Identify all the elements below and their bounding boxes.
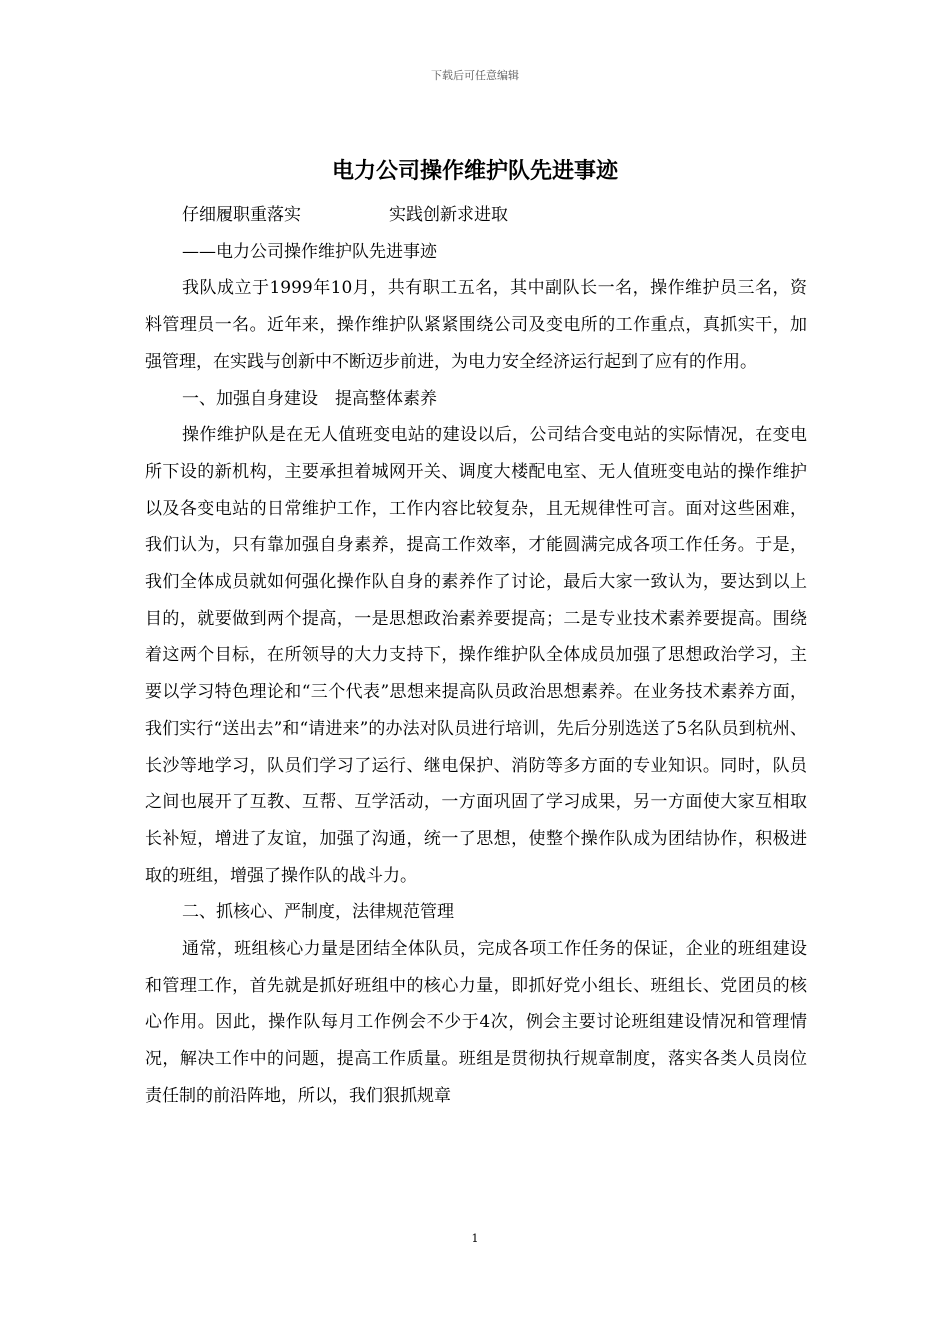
byline: ——电力公司操作维护队先进事迹 xyxy=(182,241,437,262)
subtitle-left: 仔细履职重落实 xyxy=(182,205,301,225)
document-body xyxy=(145,197,807,1115)
page-number: 1 xyxy=(471,1232,479,1245)
paragraph: 操作维护队是在无人值班变电站的建设以后，公司结合变电站的实际情况，在变电所下设的新机构，主要承担着城网开关、调度大楼配电室、无人值班变电站的操作维护以及各变电站的日常维护工作，工作内容比较复杂，且无规律性可言。面对这些困难，我们认为，只有靠加强自身素养，提高工作效率，才能圆满完成各项工作任务。于是，我们全体成员就如何强化操作队自身的素养作了讨论，最后大家一致认为，要达到以上目的，就要做到两个提高，一是思想政治素养要提高；二是专业技术素养要提高。围绕着这两个目标，在所领导的大力支持下，操作维护队全体成员加强了思想政治学习，主要以学习特色理论和“三个代表”思想来提高队员政治思想素养。在业务技术素养方面，我们实行“送出去”和“请进来”的办法对队员进行培训，先后分别选送了5名队员到杭州、长沙等地学习，队员们学习了运行、继电保护、消防等多方面的专业知识。同时，队员之间也展开了互教、互帮、互学活动，一方面巩固了学习成果，另一方面使大家互相取长补短，增进了友谊，加强了沟通，统一了思想，使整个操作队成为团结协作，积极进取的班组，增强了操作队的战斗力。 xyxy=(145,425,807,886)
section-heading: 二、抓核心、严制度，法律规范管理 xyxy=(182,902,454,923)
page-header-note: 下载后可任意编辑 xyxy=(431,69,519,82)
paragraph: 通常，班组核心力量是团结全体队员，完成各项工作任务的保证，企业的班组建设和管理工作，首先就是抓好班组中的核心力量，即抓好党小组长、班组长、党团员的核心作用。因此，操作队每月工作例会不少于4次，例会主要讨论班组建设情况和管理情况，解决工作中的问题，提高工作质量。班组是贯彻执行规章制度，落实各类人员岗位责任制的前沿阵地，所以，我们狠抓规章 xyxy=(145,939,807,1106)
subtitle-right: 实践创新求进取 xyxy=(389,205,508,225)
section-heading: 一、加强自身建设 提高整体素养 xyxy=(182,388,437,409)
document-title: 电力公司操作维护队先进事迹 xyxy=(331,159,618,184)
subtitle-line xyxy=(145,197,807,234)
paragraph: 我队成立于1999年10月，共有职工五名，其中副队长一名，操作维护员三名，资料管理员一名。近年来，操作维护队紧紧围绕公司及变电所的工作重点，真抓实干，加强管理，在实践与创新中不断迈步前进，为电力安全经济运行起到了应有的作用。 xyxy=(145,278,807,372)
